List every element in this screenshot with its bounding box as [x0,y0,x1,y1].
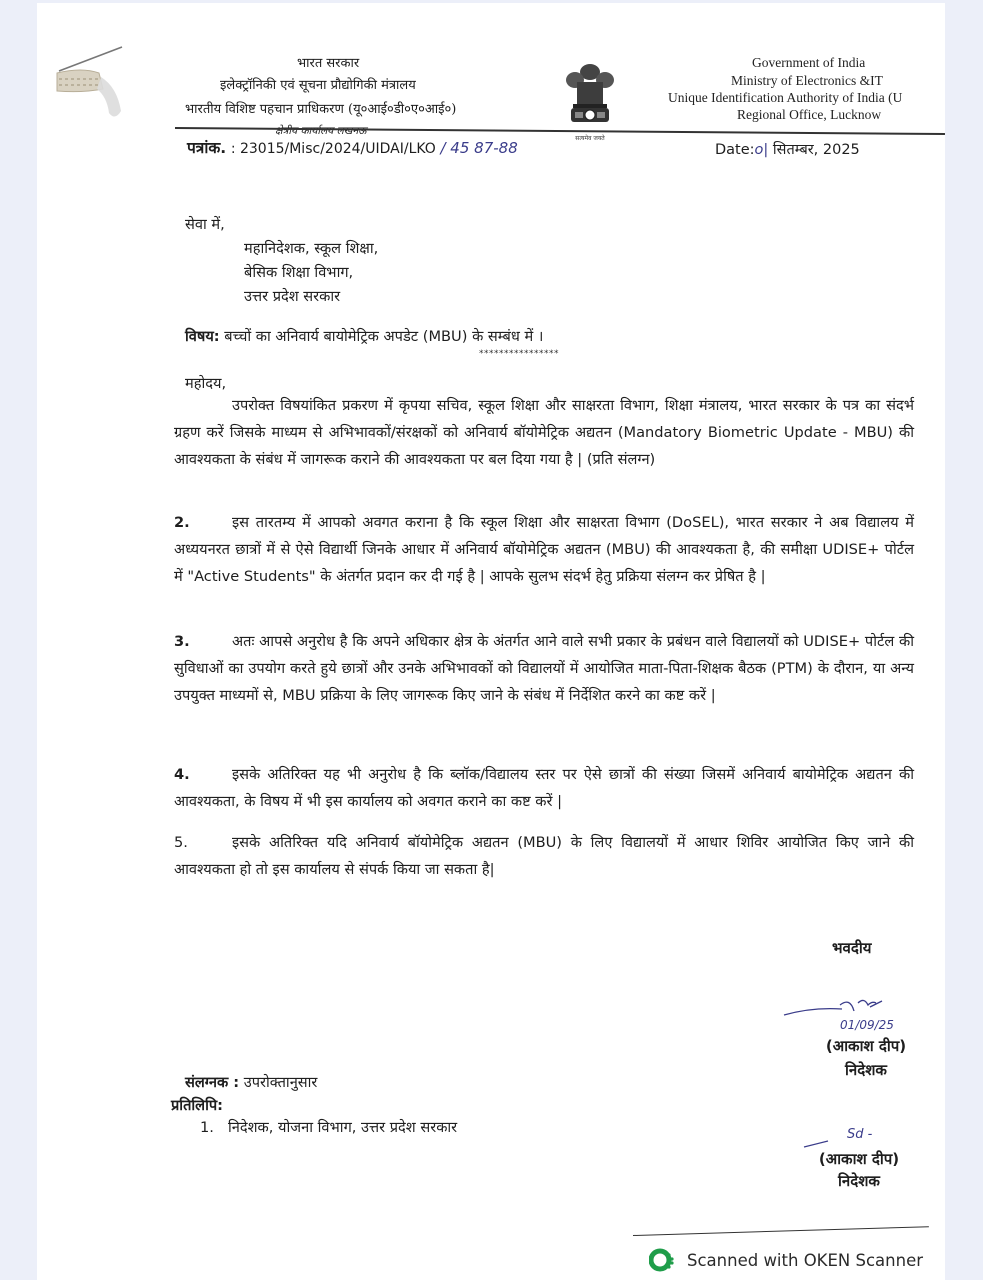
reference-label: पत्रांक. [187,139,227,157]
paragraph-4-number: 4. [174,766,190,783]
closing-yours: भवदीय [832,939,872,957]
header-english-line4: Regional Office, Lucknow [737,107,882,122]
addressee-block [244,237,378,309]
header-english-line3: Unique Identification Authority of India (U [668,90,903,105]
addressee-line-3: उत्तर प्रदेश सरकार [244,288,341,305]
ashoka-emblem-icon [563,58,617,130]
date-handwritten-day: o| [754,142,769,158]
sd-mark: Sd - [847,1127,873,1142]
enclosure-value: उपरोक्तानुसार [243,1074,318,1091]
paragraph-5 [174,829,914,883]
header-hindi-line3: भारतीय विशिष्ट पहचान प्राधिकरण (यू०आई०डी०ए०आई०) [185,102,457,117]
header-hindi-line4: क्षेत्रीय कार्यालय लखनऊ [275,125,367,137]
header-hindi-line1: भारत सरकार [297,56,360,71]
addressee-line-1: महानिदेशक, स्कूल शिक्षा, [244,240,379,257]
paragraph-1-text: उपरोक्त विषयांकित प्रकरण में कृपया सचिव, स्कूल शिक्षा और साक्षरता विभाग, शिक्षा मंत्रालय, भारत सरकार के पत्र का संदर्भ ग्रहण करें जिसके माध्यम से अभिभावकों/संरक्षकों को अनिवार्य बॉयोमेट्रिक अद्यतन (Mandatory Biometric Update - MBU) की आवश्यकता के संबंध में जागरूक कराने की आवश्यकता पर बल दिया गया है | (प्रति संलग्न) [174,397,914,468]
signatory-name: (आकाश दीप) [825,1037,907,1055]
addressee-line-2: बेसिक शिक्षा विभाग, [244,264,354,281]
reference-handwritten-number: / 45 87-88 [440,139,518,157]
salutation-to: सेवा में, [185,216,225,233]
second-signatory-block [799,1148,919,1192]
date-value: सितम्बर, 2025 [772,142,860,158]
paragraph-2 [174,509,914,590]
date-label: Date: [715,142,755,158]
paragraph-4 [174,761,914,815]
paragraph-5-text: इसके अतिरिक्त यदि अनिवार्य बॉयोमेट्रिक अद्यतन (MBU) के लिए विद्यालयों में आधार शिविर आयोजित किए जाने की आवश्यकता हो तो इस कार्यालय से संपर्क किया जा सकता है| [174,834,914,878]
reference-number: : 23015/Misc/2024/UIDAI/LKO [230,141,436,157]
paragraph-2-text: इस तारतम्य में आपको अवगत कराना है कि स्कूल शिक्षा और साक्षरता विभाग (DoSEL), भारत सरकार ने अब विद्यालय में अध्ययनरत छात्रों में से ऐसे विद्यार्थी जिनके आधार में अनिवार्य बॉयोमेट्रिक अद्यतन (MBU) की आवश्यकता है, की समीक्षा UDISE+ पोर्टल में "Active Students" के अंतर्गत प्रदान कर दी गई है | आपके सुलभ संदर्भ हेतु प्रक्रिया संलग्न कर प्रेषित है | [174,514,914,585]
footer-divider [633,1226,929,1236]
copy-to-item-1 [200,1114,457,1141]
paragraph-1 [174,392,914,473]
signatory-block [811,1034,921,1082]
subject-stars: **************** [479,349,559,359]
letter-page [37,3,945,1280]
copy-to-item-1-number: 1. [200,1119,214,1136]
paragraph-3-text: अतः आपसे अनुरोध है कि अपने अधिकार क्षेत्र के अंतर्गत आने वाले सभी प्रकार के प्रबंधन वाले विद्यालयों को UDISE+ पोर्टल की सुविधाओं का उपयोग करते हुये छात्रों और उनके अभिभावकों को विद्यालयों में आयोजित माता-पिता-शिक्षक बैठक (PTM) के दौरान, या अन्य उपयुक्त माध्यमों से, MBU प्रक्रिया के लिए जागरूक किए जाने के संबंध में निर्देशित करने का कष्ट करें | [174,633,914,704]
paragraph-3 [174,628,914,709]
signatory-designation: निदेशक [845,1061,887,1079]
header-hindi-line2: इलेक्ट्रॉनिकी एवं सूचना प्रौद्योगिकी मंत्रालय [220,78,416,93]
enclosure-label: संलग्नक : [185,1074,240,1091]
subject-label: विषय: [185,328,220,345]
national-emblem [563,58,617,140]
date-line [715,139,860,161]
scanner-watermark-text: Scanned with OKEN Scanner [687,1250,924,1270]
copy-to-item-1-text: निदेशक, योजना विभाग, उत्तर प्रदेश सरकार [228,1119,458,1136]
second-signatory-name: (आकाश दीप) [818,1150,900,1168]
subject-line [185,323,543,350]
paragraph-3-number: 3. [174,633,190,650]
binding-thread-icon [37,41,137,141]
emblem-motto: सत्यमेव जयते [575,135,605,142]
subject-text: बच्चों का अनिवार्य बायोमेट्रिक अपडेट (MBU) के सम्बंध में । [224,328,544,345]
header-english-line2: Ministry of Electronics &IT [731,73,883,88]
header-english-line1: Government of India [752,55,866,70]
signature-date: 01/09/25 [840,1018,894,1032]
greeting: महोदय, [185,375,227,392]
copy-to-label: प्रतिलिपि: [171,1097,223,1114]
second-signatory-designation: निदेशक [838,1172,880,1190]
paragraph-4-text: इसके अतिरिक्त यह भी अनुरोध है कि ब्लॉक/विद्यालय स्तर पर ऐसे छात्रों की संख्या जिसमें अनिवार्य बायोमेट्रिक अद्यतन की आवश्यकता, के विषय में भी इस कार्यालय को अवगत कराने का कष्ट करें | [174,766,914,810]
oken-scanner-logo-icon [649,1247,675,1273]
paragraph-5-number: 5. [174,834,188,851]
scanner-watermark [649,1247,923,1273]
paragraph-2-number: 2. [174,514,190,531]
reference-line [187,137,518,160]
